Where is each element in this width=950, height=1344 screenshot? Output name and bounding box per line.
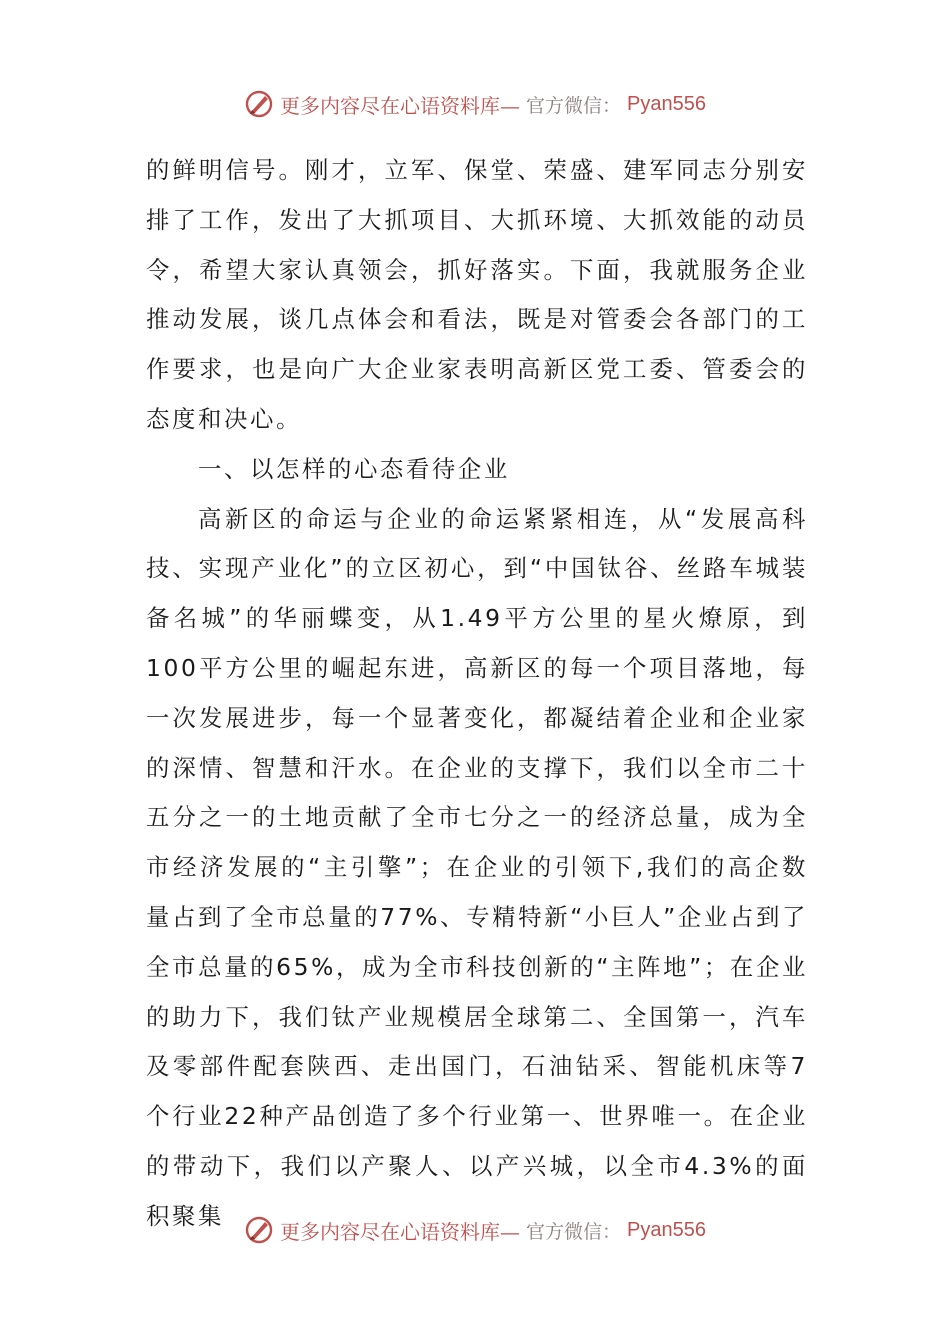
page-footer (0, 1210, 950, 1250)
header-wechat-label: 官方微信： (526, 94, 622, 117)
header-banner-text: 更多内容尽在心语资料库— (280, 93, 520, 118)
footer-banner (244, 1215, 706, 1245)
document-body (146, 146, 808, 1242)
footer-banner-text: 更多内容尽在心语资料库— (280, 1219, 520, 1244)
footer-wechat-id: Pyan556 (627, 1218, 706, 1241)
section-heading: 一、以怎样的心态看待企业 (198, 454, 510, 483)
header-banner (244, 89, 706, 119)
page-header (0, 84, 950, 124)
pen-logo-icon (244, 89, 274, 119)
footer-wechat-label: 官方微信： (526, 1220, 622, 1243)
body-paragraph: 高新区的命运与企业的命运紧紧相连，从“发展高科技、实现产业化”的立区初心，到“中国钛谷、丝路车城装备名城”的华丽蝶变，从1.49平方公里的星火燎原，到100平方公里的崛起东进，高新区的每一个项目落地，每一次发展进步，每一个显著变化，都凝结着企业和企业家的深情、智慧和汗水。在企业的支撑下，我们以全市二十五分之一的土地贡献了全市七分之一的经济总量，成为全市经济发展的“主引擎”；在企业的引领下,我们的高企数量占到了全市总量的77%、专精特新“小巨人”企业占到了全市总量的65%，成为全市科技创新的“主阵地”；在企业的助力下，我们钛产业规模居全球第二、全国第一，汽车及零部件配套陕西、走出国门，石油钻采、智能机床等7个行业22种产品创造了多个行业第一、世界唯一。在企业的带动下，我们以产聚人、以产兴城，以全市4.3%的面积聚集 (146, 504, 808, 1230)
header-wechat-id: Pyan556 (627, 92, 706, 115)
body-paragraph: 的鲜明信号。刚才，立军、保堂、荣盛、建军同志分别安排了工作，发出了大抓项目、大抓环境、大抓效能的动员令，希望大家认真领会，抓好落实。下面，我就服务企业推动发展，谈几点体会和看法，既是对管委会各部门的工作要求，也是向广大企业家表明高新区党工委、管委会的态度和决心。 (146, 156, 808, 433)
pen-logo-icon (244, 1215, 274, 1245)
